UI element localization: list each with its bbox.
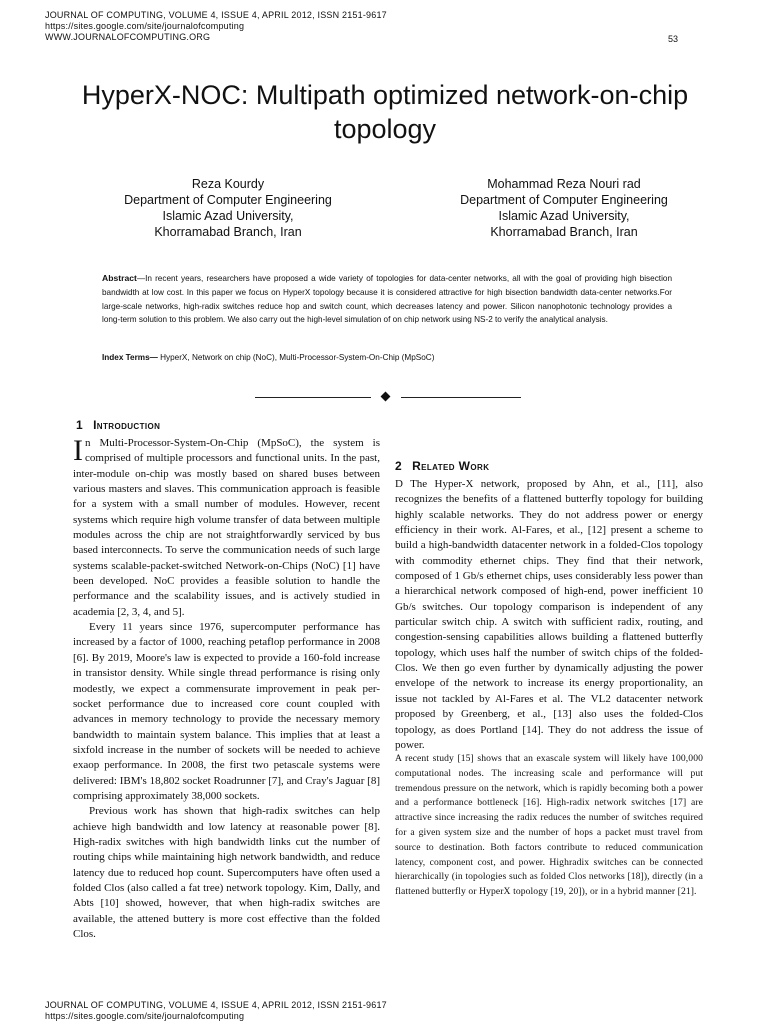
author-branch: Khorramabad Branch, Iran <box>154 225 302 239</box>
running-footer <box>45 1000 387 1022</box>
website[interactable]: WWW.JOURNALOFCOMPUTING.ORG <box>45 32 211 42</box>
running-header <box>45 10 387 43</box>
paragraph-text: n Multi-Processor-System-On-Chip (MpSoC), the system is comprised of multiple processors and functional units. In the past, inter-module on-chip was mostly based on shared buses between various masters and slaves. This communication approach is feasible for a system with a small number of modules. However, recent systems which require high volume transfer of data between multiple modules across the chip are not straightforwardly serviced by bus based interconnects. To serve the communication needs of such large systems scalable-packet-switched Network-on-Chips (NoC) [1] have been developed. NoC provides a feasible solution to handle the performance and the scalability issues, and is actively studied in academia [2, 3, 4, and 5]. <box>73 437 380 618</box>
author-block-2 <box>394 176 734 240</box>
paragraph: Every 11 years since 1976, supercomputer performance has increased by a factor of 1000, reaching petaflop performance in 2008 [6]. By 2019, Moore's law is expected to provide a 160-fold increase in transistor density. While single thread performance is rising only modestly, we expect a commensurate improvement in peak per-socket performance due to increased core count coupled with advances in memory technology to provide the necessary memory bandwidth to maintain system balance. This implies that at least a sixfold increase in the number of sockets will be needed to achieve exaop performance. In 2008, the first two petascale systems were delivered: IBM's 18,802 socket Roadrunner [7], and Cray's Jaguar [8] comprising approximately 38,000 sockets. <box>73 621 380 802</box>
section-number: 2 <box>395 459 403 473</box>
paragraph: D The Hyper-X network, proposed by Ahn, et al., [11], also recognizes the benefits of a flattened butterfly topology for building highly scalable networks. They do not address power or energy efficiency in their work. Al-Fares, et al., [12] present a scheme to build a high-bandwidth datacenter network in a folded-Clos topology with commodity ethernet chips. They find that their network, composed of 1 Gb/s ethernet chips, uses considerably less power than a hierarchical network composed of high-end, power inefficient 10 Gb/s switches. Our topology comparison is independent of any particular switch chip. A switch with sufficient radix, routing, and congestion-sensing capabilities allows building a flattened butterfly topology, which uses half the number of switch chips of the folded-Clos. We then go even further by dynamically adjusting the power envelope of the network to increase its energy proportionality, an issue not tackled by Al-Fares et al. The VL2 datacenter network proposed by Greenberg, et al., [13] also uses the folded-Clos topology, as does Portland [14]. They do not address the issue of power. <box>395 478 703 751</box>
paragraph <box>73 436 380 620</box>
dropcap: I <box>73 434 83 467</box>
index-terms-text: HyperX, Network on chip (NoC), Multi-Processor-System-On-Chip (MpSoC) <box>157 353 435 362</box>
section-title: Related Work <box>412 459 490 473</box>
site-url[interactable]: https://sites.google.com/site/journalofcomputing <box>45 21 245 31</box>
author-name: Reza Kourdy <box>191 177 265 191</box>
author-univ: Islamic Azad University, <box>162 209 294 223</box>
abstract-text: —In recent years, researchers have proposed a wide variety of topologies for data-center networks, all with the goal of providing high bisection bandwidth at low cost. In this paper we focus on HyperX topology because it is considered attractive for high bisection bandwidth data-center networks.For large-scale networks, high-radix switches reduce hop and switch count, which decreases latency and power. Silicon nanophotonic technology provides a long-term solution to this problem. We also carry out the high-level simulation of on chip network using NS-2 to verify the analytical analysis. <box>102 274 672 325</box>
index-terms-label: Index Terms— <box>102 353 158 362</box>
author-block-1 <box>58 176 398 240</box>
divider-right <box>401 397 521 398</box>
author-univ: Islamic Azad University, <box>498 209 630 223</box>
paragraph: A recent study [15] shows that an exascale system will likely have 100,000 computational nodes. The increasing scale and performance will put tremendous pressure on the network, which is rapidly becoming both a power and a performance bottleneck [16]. High-radix network switches [17] are attractive since increasing the radix reduces the number of switches required for a given system size and the number of hops a packet must travel from source to destination. Both factors contribute to reduced communication latency, component cost, and power. Highradix switches can be connected hierarchically (in topologies such as folded Clos networks [18]), directly (in a flattened butterfly or HyperX topology [19, 20]), or in a hybrid manner [21]. <box>395 753 703 898</box>
right-column <box>395 477 703 753</box>
author-branch: Khorramabad Branch, Iran <box>490 225 638 239</box>
right-column-small <box>395 752 703 900</box>
author-dept: Department of Computer Engineering <box>124 193 332 207</box>
author-name: Mohammad Reza Nouri rad <box>487 177 641 191</box>
section-title: Introduction <box>93 418 161 432</box>
divider-left <box>255 397 371 398</box>
section-heading-related-work <box>395 459 489 473</box>
journal-line: JOURNAL OF COMPUTING, VOLUME 4, ISSUE 4, APRIL 2012, ISSN 2151-9617 <box>45 10 387 20</box>
paper-title: HyperX-NOC: Multipath optimized network-on-chip topology <box>81 80 689 144</box>
divider-diamond-icon <box>381 392 391 402</box>
abstract-label: Abstract <box>102 273 137 283</box>
page-number: 53 <box>667 34 678 44</box>
paragraph: Previous work has shown that high-radix switches can help achieve high bandwidth and low latency at reasonable power [8]. High-radix switches with high bandwidth links cut the number of routing chips while maintaining high network bandwidth, and reduce latency due to reduced hop count. Supercomputers have often used a folded Clos (also called a fat tree) network topology. Kim, Dally, and Abts [10] showed, however, that when high-radix switches are available, the attened buttery is more cost effective than the folded Clos. <box>73 805 380 940</box>
section-number: 1 <box>76 418 84 432</box>
footer-journal-line: JOURNAL OF COMPUTING, VOLUME 4, ISSUE 4, APRIL 2012, ISSN 2151-9617 <box>45 1000 387 1010</box>
author-dept: Department of Computer Engineering <box>460 193 668 207</box>
index-terms <box>102 352 672 364</box>
footer-site-url[interactable]: https://sites.google.com/site/journalofcomputing <box>45 1011 245 1021</box>
abstract <box>102 272 672 327</box>
left-column <box>73 436 380 942</box>
section-heading-introduction <box>76 418 160 432</box>
